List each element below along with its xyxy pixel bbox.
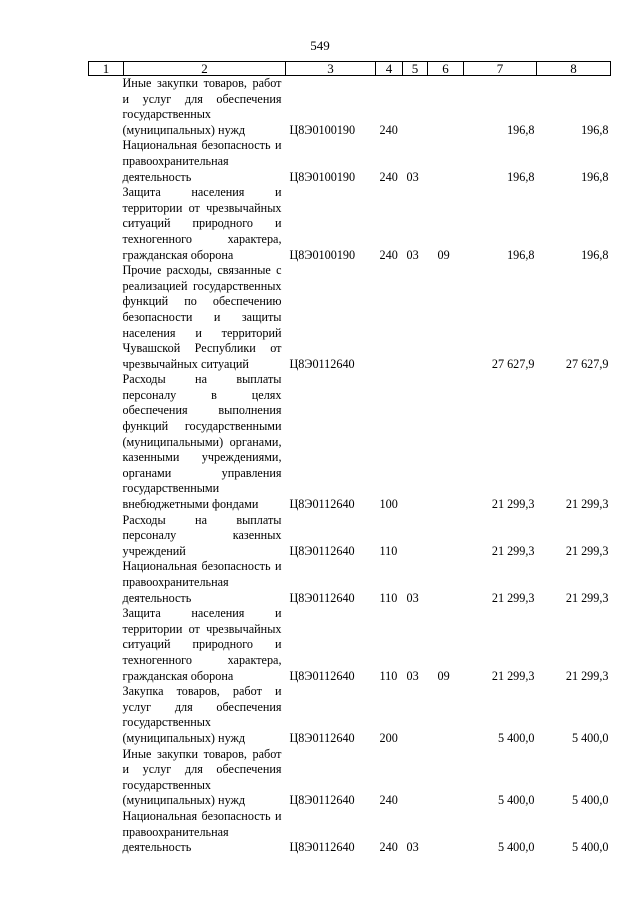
row-section: 03 — [406, 169, 419, 184]
row-expense-type: 240 — [379, 793, 398, 808]
row-subsection — [428, 138, 464, 185]
header-col-7: 7 — [464, 62, 537, 76]
row-expense-type: 240 — [379, 122, 398, 137]
row-name: Прочие расходы, связанные с реализацией государственных функций по обеспечению безопасности и защиты населения и территорий Чувашской Республики от чрезвычайных ситуаций — [122, 263, 282, 371]
row-amount-7: 196,8 — [507, 122, 535, 137]
row-expense-type: 200 — [379, 730, 398, 745]
row-name: Национальная безопасность и правоохранительная деятельность — [122, 559, 282, 605]
row-target-code: Ц8Э0100190 — [289, 122, 356, 137]
row-target-code: Ц8Э0112640 — [289, 590, 355, 605]
row-section — [403, 747, 428, 809]
row-section: 03 — [406, 590, 419, 605]
row-expense-type: 240 — [379, 840, 398, 855]
row-expense-type: 240 — [379, 169, 398, 184]
row-target-code: Ц8Э0100190 — [289, 247, 356, 262]
row-amount-8: 5 400,0 — [571, 840, 609, 855]
row-amount-8: 5 400,0 — [571, 730, 609, 745]
budget-table — [88, 61, 611, 856]
row-expense-type: 110 — [379, 668, 398, 683]
row-name: Иные закупки товаров, работ и услуг для обеспечения государственных (муниципальных) нужд — [122, 76, 282, 137]
row-amount-7: 21 299,3 — [491, 543, 535, 558]
row-subsection — [428, 809, 464, 856]
table-row — [89, 559, 611, 606]
row-target-code: Ц8Э0112640 — [289, 793, 355, 808]
row-amount-7: 196,8 — [507, 247, 535, 262]
row-amount-7: 5 400,0 — [497, 793, 535, 808]
row-amount-8: 21 299,3 — [565, 590, 609, 605]
table-row — [89, 747, 611, 809]
row-name: Защита населения и территории от чрезвычайных ситуаций природного и техногенного характера, гражданская оборона — [122, 185, 282, 262]
table-header-row — [89, 62, 611, 76]
table-row — [89, 684, 611, 746]
row-section: 03 — [406, 840, 419, 855]
row-name: Закупка товаров, работ и услуг для обеспечения государственных (муниципальных) нужд — [122, 684, 282, 745]
row-section — [403, 76, 428, 139]
row-amount-7: 196,8 — [507, 169, 535, 184]
header-col-6: 6 — [428, 62, 464, 76]
header-col-8: 8 — [537, 62, 611, 76]
row-target-code: Ц8Э0100190 — [289, 169, 356, 184]
header-col-3: 3 — [286, 62, 376, 76]
row-subsection — [428, 513, 464, 560]
row-amount-8: 196,8 — [581, 247, 609, 262]
table-row — [89, 263, 611, 372]
row-subsection — [428, 76, 464, 139]
row-subsection: 09 — [437, 247, 450, 262]
row-target-code: Ц8Э0112640 — [289, 497, 355, 512]
row-name: Расходы на выплаты персоналу в целях обеспечения выполнения функций государственными (муниципальными) органами, казенными учреждениями, органами управления государственными внебюджетными фондами — [122, 372, 282, 512]
row-subsection — [428, 263, 464, 372]
row-subsection: 09 — [437, 668, 450, 683]
page-number: 549 — [310, 38, 330, 53]
row-subsection — [428, 684, 464, 746]
table-row — [89, 809, 611, 856]
row-target-code: Ц8Э0112640 — [289, 840, 355, 855]
row-name: Национальная безопасность и правоохранительная деятельность — [122, 808, 282, 855]
row-amount-8: 21 299,3 — [565, 668, 609, 683]
row-name: Иные закупки товаров, работ и услуг для обеспечения государственных (муниципальных) нужд — [122, 746, 282, 808]
row-amount-8: 21 299,3 — [565, 497, 609, 512]
row-target-code: Ц8Э0112640 — [289, 543, 355, 558]
row-amount-8: 27 627,9 — [565, 356, 609, 371]
row-name: Национальная безопасность и правоохранительная деятельность — [122, 138, 282, 184]
row-amount-7: 21 299,3 — [491, 590, 535, 605]
row-target-code: Ц8Э0112640 — [289, 730, 355, 745]
row-amount-8: 196,8 — [581, 169, 609, 184]
row-target-code: Ц8Э0112640 — [289, 356, 355, 371]
row-amount-7: 21 299,3 — [491, 668, 535, 683]
table-row — [89, 76, 611, 139]
table-row — [89, 372, 611, 512]
row-expense-type: 240 — [379, 247, 398, 262]
row-amount-7: 5 400,0 — [497, 840, 535, 855]
row-subsection — [428, 747, 464, 809]
row-name: Защита населения и территории от чрезвычайных ситуаций природного и техногенного характера, гражданская оборона — [122, 606, 282, 683]
header-col-2: 2 — [124, 62, 286, 76]
row-section: 03 — [406, 668, 419, 683]
table-row — [89, 138, 611, 185]
row-amount-8: 21 299,3 — [565, 543, 609, 558]
row-expense-type: 100 — [379, 497, 398, 512]
row-target-code: Ц8Э0112640 — [289, 668, 355, 683]
header-col-5: 5 — [403, 62, 428, 76]
row-expense-type — [376, 263, 403, 372]
row-expense-type: 110 — [379, 543, 398, 558]
table-row — [89, 185, 611, 263]
row-expense-type: 110 — [379, 590, 398, 605]
row-amount-7: 21 299,3 — [491, 497, 535, 512]
header-col-1: 1 — [89, 62, 124, 76]
row-amount-7: 27 627,9 — [491, 356, 535, 371]
row-section — [403, 372, 428, 512]
row-amount-8: 196,8 — [581, 122, 609, 137]
row-amount-7: 5 400,0 — [497, 730, 535, 745]
row-subsection — [428, 372, 464, 512]
row-section: 03 — [406, 247, 419, 262]
row-amount-8: 5 400,0 — [571, 793, 609, 808]
row-section — [403, 684, 428, 746]
row-subsection — [428, 559, 464, 606]
row-section — [403, 263, 428, 372]
header-col-4: 4 — [376, 62, 403, 76]
row-section — [403, 513, 428, 560]
table-row — [89, 606, 611, 684]
row-name: Расходы на выплаты персоналу казенных учреждений — [122, 512, 282, 558]
table-row — [89, 513, 611, 560]
